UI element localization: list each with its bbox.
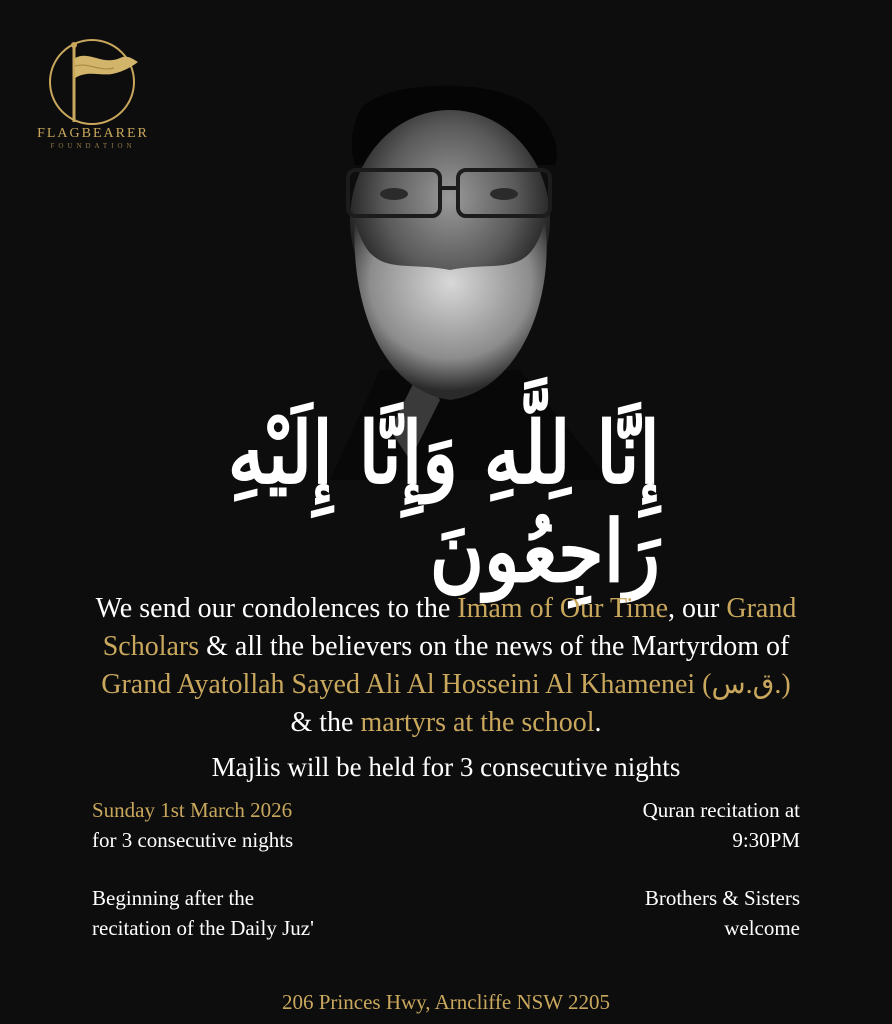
quran-time: 9:30PM	[732, 828, 800, 852]
majlis-announcement: Majlis will be held for 3 consecutive nights	[211, 752, 681, 782]
martyrs-highlight: martyrs at the school	[360, 707, 595, 738]
ayatollah-name: Grand Ayatollah Sayed Ali Al Hosseini Al Khamenei (ق.س.)	[101, 669, 791, 700]
condolence-text-5: .	[594, 707, 602, 738]
imam-highlight: Imam of Our Time	[457, 593, 669, 624]
welcome-line-1: Brothers & Sisters	[644, 886, 800, 910]
logo-subtitle: FOUNDATION	[50, 142, 136, 150]
quran-label: Quran recitation at	[642, 798, 800, 822]
condolence-message	[20, 590, 872, 742]
quran-block	[643, 795, 800, 855]
beginning-block	[92, 883, 314, 943]
flagbearer-logo	[28, 34, 158, 154]
beginning-line-2: recitation of the Daily Juz'	[92, 916, 314, 940]
venue-address: 206 Princes Hwy, Arncliffe NSW 2205	[282, 990, 610, 1014]
condolence-text-4: & the	[290, 707, 361, 738]
welcome-block	[645, 883, 800, 943]
grand-highlight: Grand	[726, 593, 797, 624]
arabic-calligraphy: إِنَّا لِلَّهِ وَإِنَّا إِلَيْهِ رَاجِعُونَ	[227, 404, 660, 602]
date-block	[92, 795, 293, 855]
beginning-line-1: Beginning after the	[92, 886, 255, 910]
logo-wordmark: FLAGBEARER	[37, 126, 149, 141]
flag-emblem-icon	[42, 36, 142, 128]
welcome-line-2: welcome	[724, 916, 800, 940]
condolence-text-3: & all the believers on the news of the Martyrdom of	[199, 631, 790, 662]
condolence-text-1: We send our condolences to the	[95, 593, 458, 624]
event-nights: for 3 consecutive nights	[92, 828, 294, 852]
condolence-text-2: , our	[668, 593, 727, 624]
scholars-highlight: Scholars	[102, 631, 200, 662]
event-date: Sunday 1st March 2026	[92, 798, 293, 822]
